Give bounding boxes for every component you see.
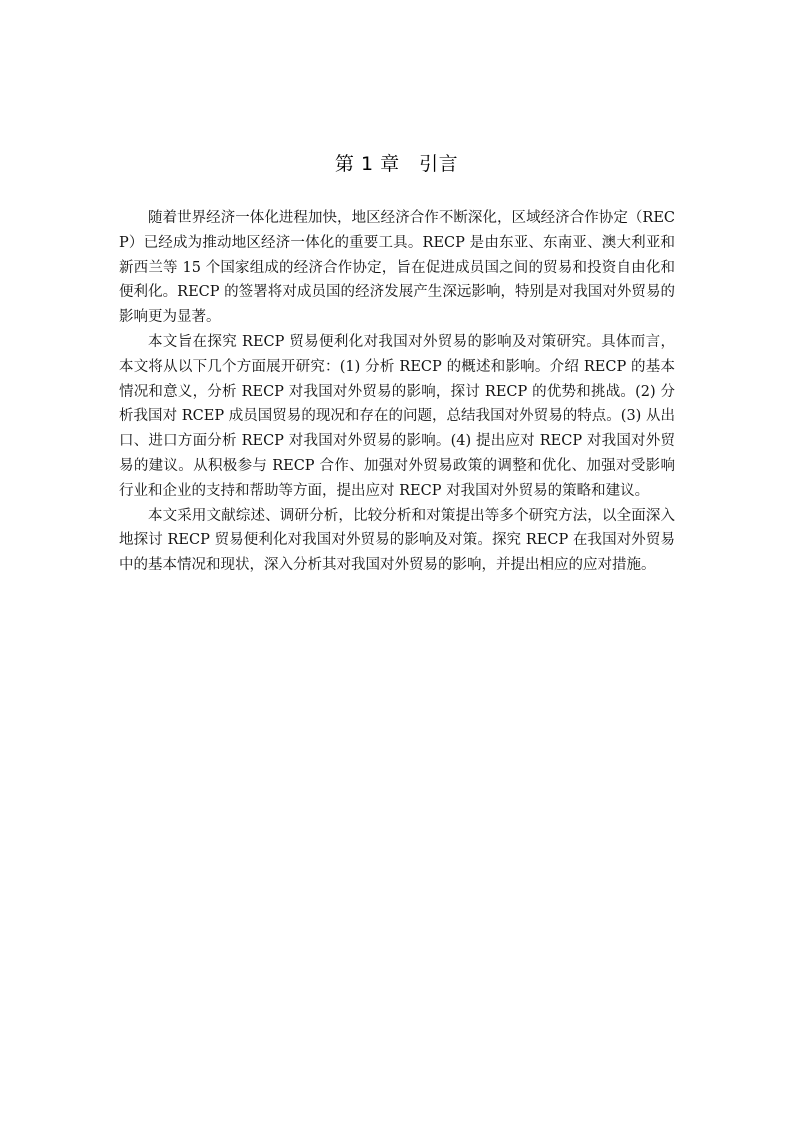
paragraph-3: 本文采用文献综述、调研分析，比较分析和对策提出等多个研究方法，以全面深入地探讨 RECP 贸易便利化对我国对外贸易的影响及对策。探究 RECP 在我国对外贸易中的基本情况和现状，深入分析其对我国对外贸易的影响，并提出相应的应对措施。 (119, 507, 675, 574)
paragraph-1: 随着世界经济一体化进程加快，地区经济合作不断深化，区域经济合作协定（RECP）已经成为推动地区经济一体化的重要工具。RECP 是由东亚、东南亚、澳大利亚和新西兰等 15 个国家组成的经济合作协定，旨在促进成员国之间的贸易和投资自由化和便利化。RECP 的签署将对成员国的经济发展产生深远影响，特别是对我国对外贸易的影响更为显著。 (119, 210, 675, 326)
chapter-body (119, 206, 675, 578)
paragraph-2: 本文旨在探究 RECP 贸易便利化对我国对外贸易的影响及对策研究。具体而言，本文将从以下几个方面展开研究：(1) 分析 RECP 的概述和影响。介绍 RECP 的基本情况和意义，分析 RECP 对我国对外贸易的影响，探讨 RECP 的优势和挑战。(2) 分析我国对 RCEP 成员国贸易的现况和存在的问题，总结我国对外贸易的特点。(3) 从出口、进口方面分析 RECP 对我国对外贸易的影响。(4) 提出应对 RECP 对我国对外贸易的建议。从积极参与 RECP 合作、加强对外贸易政策的调整和优化、加强对受影响行业和企业的支持和帮助等方面，提出应对 RECP 对我国对外贸易的策略和建议。 (119, 333, 675, 499)
chapter-title: 第 1 章 引言 (334, 153, 459, 175)
